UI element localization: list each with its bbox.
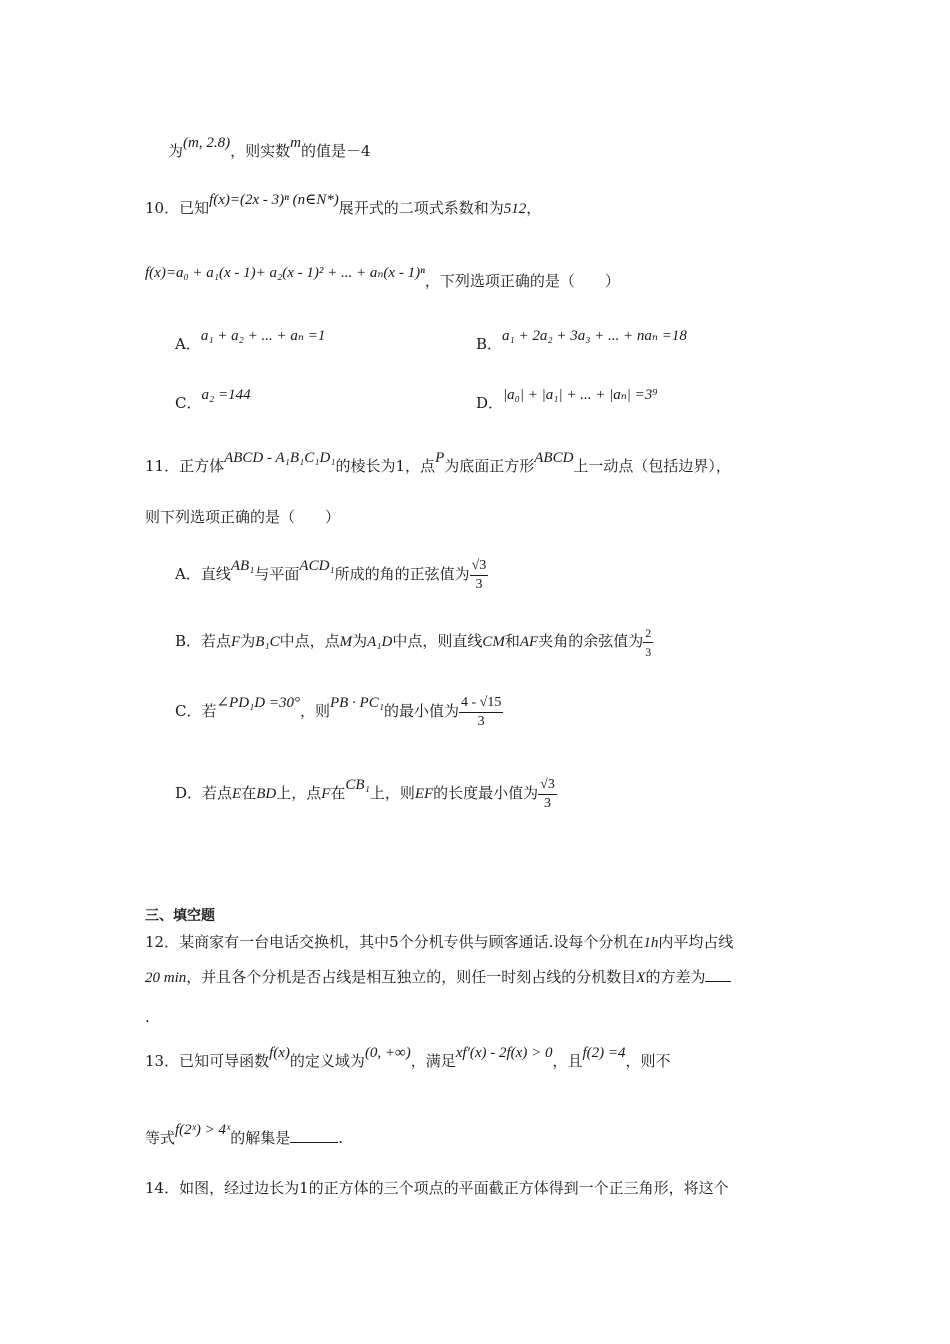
q10-option-b: B．a₁ + 2a₂ + 3a₃ + ... + naₙ =18 (476, 328, 687, 353)
answer-blank[interactable] (290, 1142, 338, 1143)
q14-line1: 14．如图，经过边长为1的正方体的三个项点的平面截正方体得到一个正三角形，将这个 (145, 1179, 729, 1197)
q11-option-c: C．若∠PD₁D =30°，则PB · PC₁的最小值为 $\frac{4 - √15}{3}$ (175, 694, 502, 729)
q9-tail: 为(m, 2.8)，则实数m的值是－4 (168, 135, 371, 160)
q12-line2: 20 min，并且各个分机是否占线是相互独立的，则任一时刻占线的分机数目X的方差为 (145, 966, 731, 989)
q11-option-b: B．若点F为B₁C中点，点M为A₁D中点，则直线CM和AF夹角的余弦值为 $\frac{2}{3}$ (175, 625, 652, 659)
fraction: $\frac{4 - √15}{3}$ (460, 694, 502, 729)
q10-function: f(x)=(2x - 3)ⁿ (n∈N*) (209, 192, 339, 208)
fraction: $\frac{√3}{3}$ (471, 557, 487, 592)
q12-line1: 12．某商家有一台电话交换机，其中5个分机专供与顾客通话.设每个分机在1h内平均占线 (145, 933, 734, 951)
q11-stem: 11．正方体ABCD - A₁B₁C₁D₁的棱长为1，点P为底面正方形ABCD上一动点（包括边界）， (145, 450, 731, 475)
fraction: $\frac{2}{3}$ (645, 625, 652, 659)
fraction: $\frac{√3}{3}$ (540, 776, 555, 811)
section-title: 三、填空题 (145, 908, 215, 924)
answer-blank[interactable] (705, 981, 731, 982)
q13-line2: 等式f(2ˣ) > 4ˣ的解集是 . (145, 1122, 344, 1147)
q11-prompt: 则下列选项正确的是（ ） (145, 508, 341, 526)
q10-option-a: A．a₁ + a₂ + ... + aₙ =1 (175, 328, 326, 353)
q13-line1: 13．已知可导函数f(x)的定义域为(0, +∞)，满足xf′(x) - 2f(x) > 0，且f(2) =4，则不 (145, 1045, 671, 1070)
q11-option-a: A．直线AB₁与平面ACD₁所成的角的正弦值为 $\frac{√3}{3}$ (175, 557, 487, 592)
q11-option-d: D．若点E在BD上，点F在CB₁上，则EF的长度最小值为 $\frac{√3}{3}$ (175, 776, 555, 811)
q10-option-c: C．a₂ =144 (175, 387, 251, 412)
q10-stem: 10．已知f(x)=(2x - 3)ⁿ (n∈N*)展开式的二项式系数和为512， (145, 192, 542, 217)
q10-expansion-line: f(x)=a₀ + a₁(x - 1)+ a₂(x - 1)² + ... + aₙ(x - 1)ⁿ，下列选项正确的是（ ） (145, 265, 620, 290)
q10-expansion: f(x)=a₀ + a₁(x - 1)+ a₂(x - 1)² + ... + aₙ(x - 1)ⁿ (145, 265, 425, 281)
q10-option-d: D．|a₀| + |a₁| + ... + |aₙ| =3⁹ (476, 387, 658, 412)
q12-end: . (145, 1008, 150, 1026)
